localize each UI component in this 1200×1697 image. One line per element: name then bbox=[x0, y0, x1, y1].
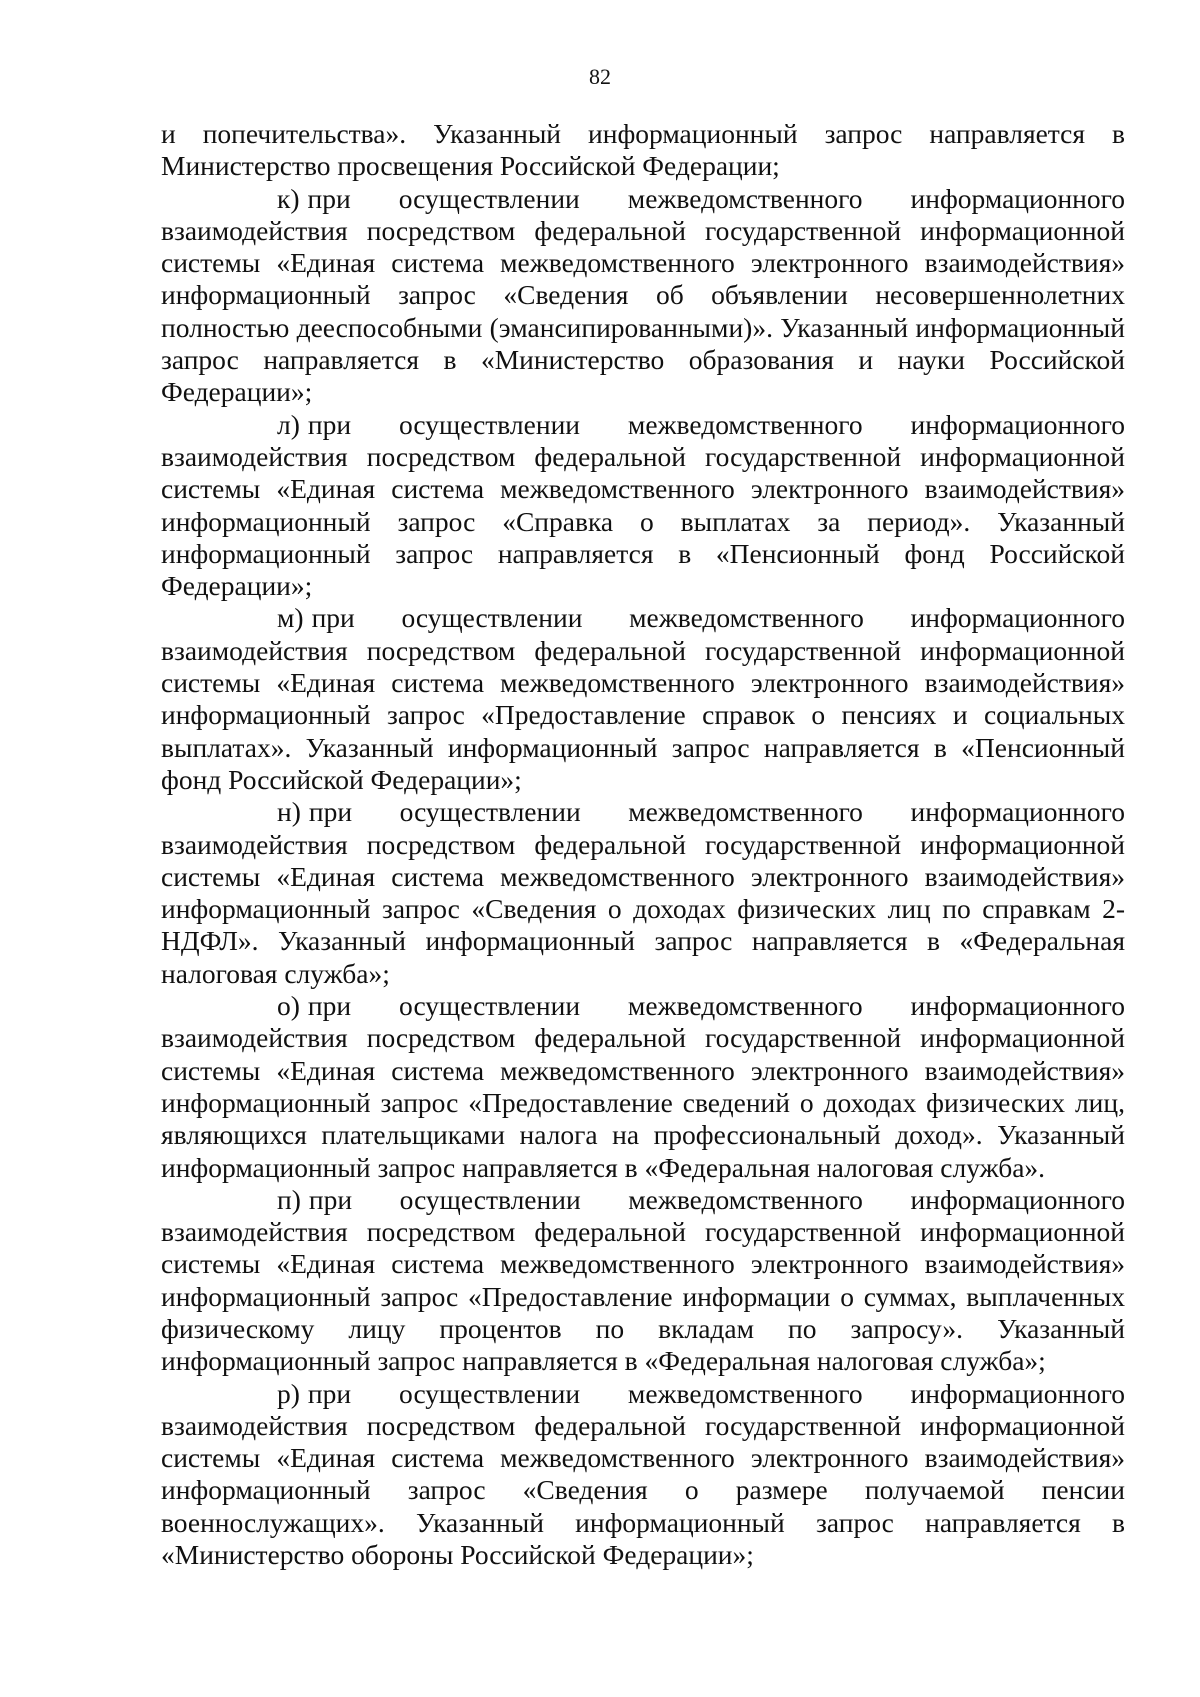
paragraph-text: и попечительства». Указанный информационный запрос направляется в Министерство просвещения Российской Федерации; bbox=[161, 118, 1125, 182]
paragraph-continuation bbox=[161, 118, 1125, 183]
paragraph-item-m bbox=[161, 602, 1125, 796]
item-marker: п) bbox=[277, 1183, 301, 1215]
paragraph-text: при осуществлении межведомственного информационного взаимодействия посредством федеральной государственной информационной системы «Единая система межведомственного электронного взаимодействия» информационный запрос «Сведения об объявлении несовершеннолетних полностью дееспособными (эмансипированными)». Указанный информационный запрос направляется в «Министерство образования и науки Российской Федерации»; bbox=[161, 182, 1125, 408]
item-marker: к) bbox=[277, 182, 300, 214]
page-number: 82 bbox=[589, 64, 611, 89]
paragraph-item-r bbox=[161, 1378, 1125, 1572]
item-marker: н) bbox=[277, 796, 301, 828]
paragraph-text: при осуществлении межведомственного информационного взаимодействия посредством федеральной государственной информационной системы «Единая система межведомственного электронного взаимодействия» информационный запрос «Предоставление информации о суммах, выплаченных физическому лицу процентов по вкладам по запросу». Указанный информационный запрос направляется в «Федеральная налоговая служба»; bbox=[161, 1183, 1125, 1377]
paragraph-text: при осуществлении межведомственного информационного взаимодействия посредством федеральной государственной информационной системы «Единая система межведомственного электронного взаимодействия» информационный запрос «Справка о выплатах за период». Указанный информационный запрос направляется в «Пенсионный фонд Российской Федерации»; bbox=[161, 408, 1125, 602]
document-body bbox=[161, 118, 1125, 1571]
item-marker: л) bbox=[277, 408, 300, 440]
paragraph-text: при осуществлении межведомственного информационного взаимодействия посредством федеральной государственной информационной системы «Единая система межведомственного электронного взаимодействия» информационный запрос «Предоставление справок о пенсиях и социальных выплатах». Указанный информационный запрос направляется в «Пенсионный фонд Российской Федерации»; bbox=[161, 602, 1125, 795]
paragraph-text: при осуществлении межведомственного информационного взаимодействия посредством федеральной государственной информационной системы «Единая система межведомственного электронного взаимодействия» информационный запрос «Сведения о размере получаемой пенсии военнослужащих». Указанный информационный запрос направляется в «Министерство обороны Российской Федерации»; bbox=[161, 1377, 1125, 1571]
paragraph-item-o bbox=[161, 990, 1125, 1184]
paragraph-item-l bbox=[161, 409, 1125, 603]
item-marker: о) bbox=[277, 990, 300, 1022]
paragraph-text: при осуществлении межведомственного информационного взаимодействия посредством федеральной государственной информационной системы «Единая система межведомственного электронного взаимодействия» информационный запрос «Сведения о доходах физических лиц по справкам 2-НДФЛ». Указанный информационный запрос направляется в «Федеральная налоговая служба»; bbox=[161, 796, 1125, 989]
paragraph-item-p bbox=[161, 1184, 1125, 1378]
item-marker: м) bbox=[277, 602, 304, 634]
paragraph-text: при осуществлении межведомственного информационного взаимодействия посредством федеральной государственной информационной системы «Единая система межведомственного электронного взаимодействия» информационный запрос «Предоставление сведений о доходах физических лиц, являющихся плательщиками налога на профессиональный доход». Указанный информационный запрос направляется в «Федеральная налоговая служба». bbox=[161, 990, 1125, 1183]
paragraph-item-n bbox=[161, 796, 1125, 990]
paragraph-item-k bbox=[161, 183, 1125, 409]
item-marker: р) bbox=[277, 1377, 300, 1409]
